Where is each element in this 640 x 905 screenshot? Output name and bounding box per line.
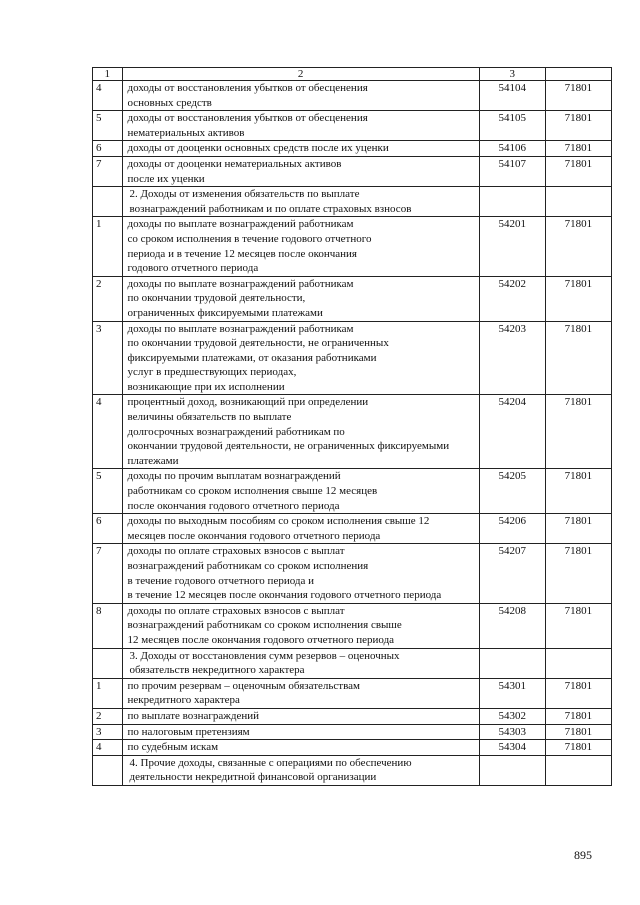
row-code [479, 187, 545, 217]
table-row [93, 544, 612, 603]
row-description-cell [122, 755, 479, 785]
row-code: 54304 [479, 740, 545, 756]
row-code: 54105 [479, 111, 545, 141]
row-account: 71801 [545, 395, 611, 469]
row-number [93, 648, 123, 678]
row-account: 71801 [545, 141, 611, 157]
row-code: 54205 [479, 469, 545, 514]
row-code: 54208 [479, 603, 545, 648]
row-account: 71801 [545, 276, 611, 321]
row-account: 71801 [545, 321, 611, 395]
row-number: 7 [93, 156, 123, 186]
row-description: доходы по оплате страховых взносов с выплат вознаграждений работникам со сроком исполнения в течение годового отчетного периода и в течение 12 месяцев после окончания годового отчетного периода [127, 545, 442, 602]
row-number: 6 [93, 141, 123, 157]
row-code: 54104 [479, 81, 545, 111]
row-account: 71801 [545, 708, 611, 724]
row-description: по налоговым претензиям [127, 725, 250, 738]
row-description: процентный доход, возникающий при определении величины обязательств по выплате долгосрочных вознаграждений работникам по окончании трудовой деятельности, не ограниченных фиксируемыми платежами [127, 396, 450, 467]
row-description-cell [122, 156, 479, 186]
row-description-cell [122, 469, 479, 514]
row-account: 71801 [545, 678, 611, 708]
row-number: 2 [93, 708, 123, 724]
row-number: 6 [93, 514, 123, 544]
row-number: 4 [93, 395, 123, 469]
table-row [93, 740, 612, 756]
row-code: 54302 [479, 708, 545, 724]
table-row [93, 276, 612, 321]
row-description: 4. Прочие доходы, связанные с операциями по обеспечению деятельности некредитной финансовой организации [129, 756, 412, 784]
row-account: 71801 [545, 514, 611, 544]
row-description: доходы по выплате вознаграждений работникам по окончании трудовой деятельности, не ограниченных фиксируемыми платежами, от оказания работниками услуг в предшествующих периодах, возникающие при их исполнении [127, 322, 389, 393]
row-number [93, 187, 123, 217]
row-description: доходы по выплате вознаграждений работникам со сроком исполнения в течение годового отчетного периода и в течение 12 месяцев после окончания годового отчетного периода [127, 218, 372, 275]
row-number: 7 [93, 544, 123, 603]
row-description-cell [122, 217, 479, 276]
row-code: 54202 [479, 276, 545, 321]
row-number: 5 [93, 469, 123, 514]
row-description: доходы по прочим выплатам вознаграждений работникам со сроком исполнения свыше 12 месяцев после окончания годового отчетного периода [127, 470, 378, 512]
row-description-cell [122, 111, 479, 141]
page-number: 895 [574, 848, 592, 862]
row-number: 1 [93, 678, 123, 708]
row-description-cell [122, 708, 479, 724]
header-col-3: 3 [479, 68, 545, 81]
row-number: 8 [93, 603, 123, 648]
section-row [93, 755, 612, 785]
row-description: по выплате вознаграждений [127, 709, 260, 722]
table-row [93, 514, 612, 544]
row-account: 71801 [545, 724, 611, 740]
header-col-4 [545, 68, 611, 81]
row-account: 71801 [545, 81, 611, 111]
table-row [93, 724, 612, 740]
row-description-cell [122, 321, 479, 395]
row-account [545, 648, 611, 678]
row-code: 54207 [479, 544, 545, 603]
document-table [92, 67, 612, 786]
row-number: 3 [93, 321, 123, 395]
row-description: доходы по выходным пособиям со сроком исполнения свыше 12 месяцев после окончания годового отчетного периода [127, 515, 430, 542]
row-description: доходы от восстановления убытков от обесценения основных средств [127, 82, 368, 109]
row-account: 71801 [545, 603, 611, 648]
table-row [93, 111, 612, 141]
table-row [93, 469, 612, 514]
table-row [93, 708, 612, 724]
row-code: 54106 [479, 141, 545, 157]
row-description: доходы от восстановления убытков от обесценения нематериальных активов [127, 112, 368, 139]
row-account: 71801 [545, 156, 611, 186]
row-description-cell [122, 648, 479, 678]
table-row [93, 217, 612, 276]
row-account [545, 187, 611, 217]
row-code: 54203 [479, 321, 545, 395]
row-account [545, 755, 611, 785]
row-description-cell [122, 141, 479, 157]
row-description: по прочим резервам – оценочным обязательствам некредитного характера [127, 679, 360, 707]
table-row [93, 81, 612, 111]
row-number: 1 [93, 217, 123, 276]
table-row [93, 395, 612, 469]
row-description-cell [122, 187, 479, 217]
row-code: 54107 [479, 156, 545, 186]
row-description-cell [122, 276, 479, 321]
row-description: 3. Доходы от восстановления сумм резервов – оценочных обязательств некредитного характера [129, 649, 400, 677]
row-code: 54206 [479, 514, 545, 544]
row-description: доходы по выплате вознаграждений работникам по окончании трудовой деятельности, ограниченных фиксируемыми платежами [127, 277, 354, 319]
table-row [93, 141, 612, 157]
row-number: 2 [93, 276, 123, 321]
row-description-cell [122, 514, 479, 544]
header-col-1: 1 [93, 68, 123, 81]
table-row [93, 321, 612, 395]
row-account: 71801 [545, 544, 611, 603]
row-account: 71801 [545, 469, 611, 514]
row-description: доходы от дооценки основных средств после их уценки [127, 142, 389, 155]
section-row [93, 187, 612, 217]
table-body [93, 68, 612, 786]
row-description-cell [122, 395, 479, 469]
table-row [93, 156, 612, 186]
row-account: 71801 [545, 111, 611, 141]
row-description: доходы от дооценки нематериальных активов после их уценки [127, 157, 342, 185]
row-description-cell [122, 603, 479, 648]
row-description-cell [122, 81, 479, 111]
row-number: 4 [93, 740, 123, 756]
row-number: 3 [93, 724, 123, 740]
row-code [479, 648, 545, 678]
row-account: 71801 [545, 740, 611, 756]
row-code: 54204 [479, 395, 545, 469]
row-number [93, 755, 123, 785]
table-row [93, 603, 612, 648]
row-description: доходы по оплате страховых взносов с выплат вознаграждений работникам со сроком исполнения свыше 12 месяцев после окончания годового отчетного периода [127, 604, 402, 646]
row-code [479, 755, 545, 785]
row-code: 54301 [479, 678, 545, 708]
table-row [93, 678, 612, 708]
row-number: 4 [93, 81, 123, 111]
row-description-cell [122, 678, 479, 708]
row-description: по судебным искам [127, 741, 219, 754]
row-description: 2. Доходы от изменения обязательств по выплате вознаграждений работникам и по оплате страховых взносов [129, 188, 412, 215]
row-code: 54303 [479, 724, 545, 740]
row-description-cell [122, 740, 479, 756]
row-number: 5 [93, 111, 123, 141]
row-code: 54201 [479, 217, 545, 276]
header-col-2: 2 [122, 68, 479, 81]
section-row [93, 648, 612, 678]
row-account: 71801 [545, 217, 611, 276]
header-row [93, 68, 612, 81]
row-description-cell [122, 544, 479, 603]
row-description-cell [122, 724, 479, 740]
